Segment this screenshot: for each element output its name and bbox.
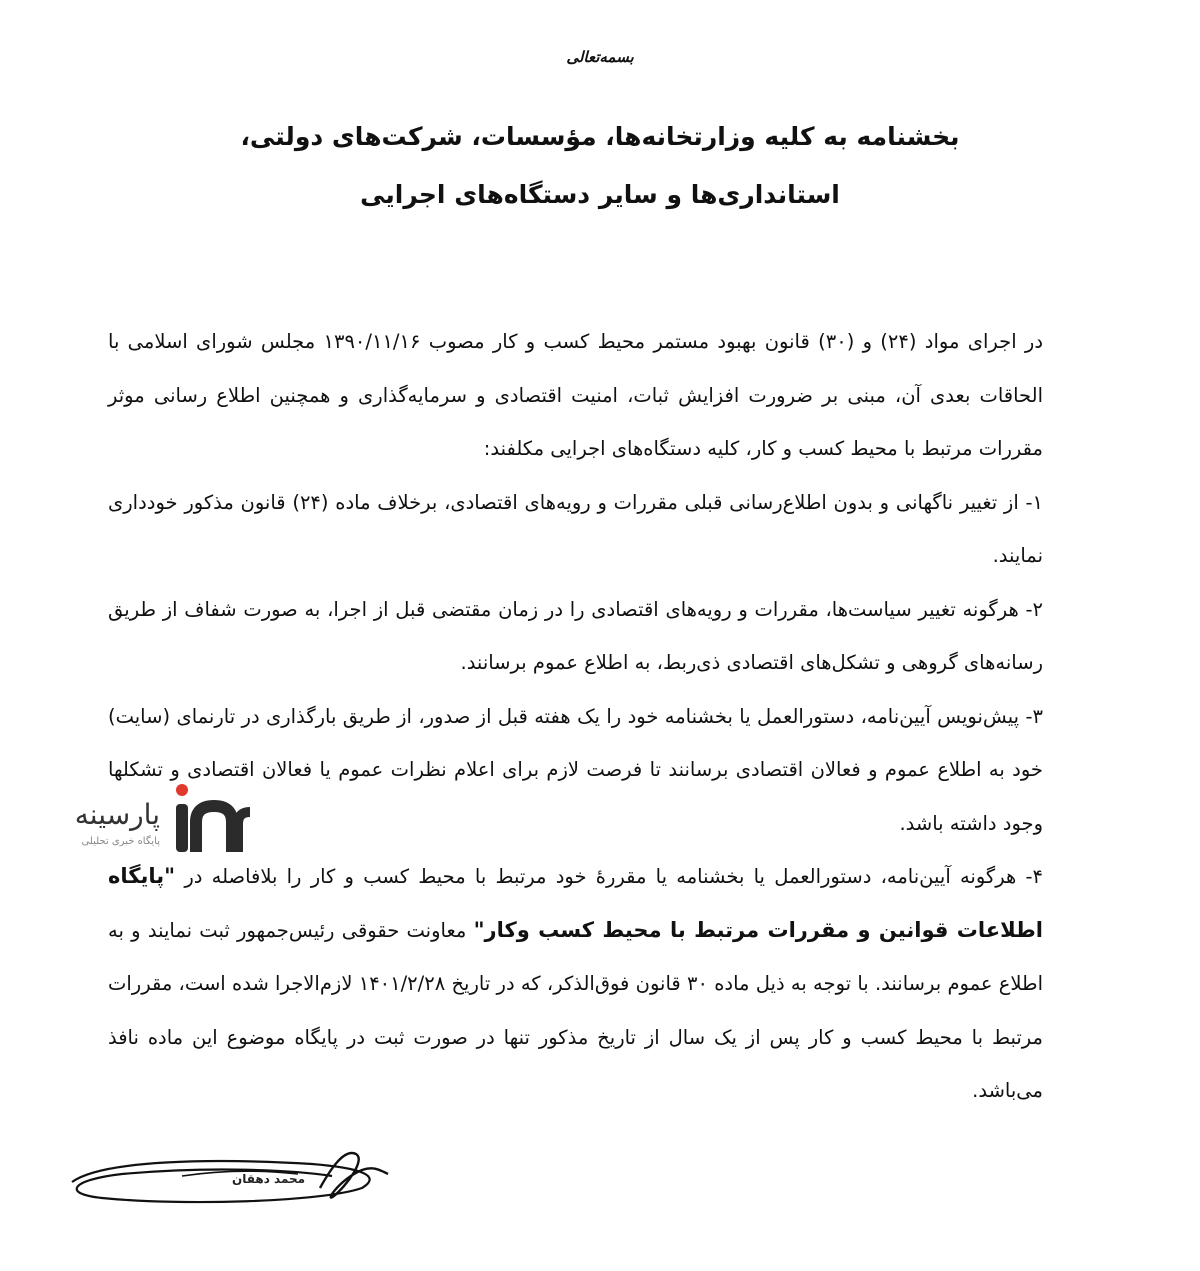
item-4-end: معاونت حقوقی رئیس‌جمهور ثبت نمایند و به اطلاع عموم برسانند. با توجه به ذیل ماده ۳۰ قانون فوق‌الذکر، که در تاریخ ۱۴۰۱/۲/۲۸ لازم‌الاجرا شده است، مقررات مرتبط با محیط کسب و کار پس از یک سال از تاریخ مذکور تنها در صورت ثبت در پایگاه موضوع این ماده نافذ می‌باشد.: [108, 918, 1043, 1102]
invocation-heading: بسمه‌تعالی: [566, 48, 634, 66]
watermark-tagline: پایگاه خبری تحلیلی: [81, 836, 160, 847]
watermark-logo: [12, 790, 257, 860]
item-2-paragraph: ۲- هرگونه تغییر سیاست‌ها، مقررات و رویه‌های اقتصادی را در زمان مقتضی قبل از اجرا، به صورت شفاف از طریق رسانه‌های گروهی و تشکل‌های اقتصادی ذی‌ربط، به اطلاع عموم برسانند.: [108, 597, 1043, 674]
parsineh-logo-icon: [162, 782, 258, 864]
item-1-paragraph: ۱- از تغییر ناگهانی و بدون اطلاع‌رسانی قبلی مقررات و رویه‌های اقتصادی، برخلاف ماده (۲۴) قانون مذکور خودداری نمایند.: [108, 490, 1043, 567]
intro-paragraph: در اجرای مواد (۲۴) و (۳۰) قانون بهبود مستمر محیط کسب و کار مصوب ۱۳۹۰/۱۱/۱۶ مجلس شورای اسلامی با الحاقات بعدی آن، مبنی بر ضرورت افزایش ثبات، امنیت اقتصادی و سرمایه‌گذاری و همچنین اطلاع رسانی موثر مقررات مرتبط با محیط کسب و کار، کلیه دستگاه‌های اجرایی مکلفند:: [108, 330, 1044, 460]
item-4-start: ۴- هرگونه آیین‌نامه، دستورالعمل یا بخشنامه یا مقررهٔ خود مرتبط با محیط کسب و کار را بلافاصله در: [184, 865, 1043, 888]
watermark-brand: پارسینه: [74, 798, 160, 831]
document-body: [108, 315, 1043, 1118]
signature-icon: [62, 1140, 392, 1210]
document-title-line-1: بخشنامه به کلیه وزارتخانه‌ها، مؤسسات، شرکت‌های دولتی،: [240, 122, 960, 151]
item-4-paragraph: [108, 850, 1043, 1118]
signer-name: محمد دهقان: [232, 1172, 306, 1186]
document-title-line-2: استانداری‌ها و سایر دستگاه‌های اجرایی: [360, 180, 840, 209]
item-4-database-name: "پایگاه اطلاعات قوانین و مقررات مرتبط با محیط کسب وکار": [108, 864, 1043, 942]
item-3-paragraph: ۳- پیش‌نویس آیین‌نامه، دستورالعمل یا بخشنامه خود را یک هفته قبل از صدور، از طریق بارگذاری در تارنمای (سایت) خود به اطلاع عموم و فعالان اقتصادی برسانند تا فرصت لازم برای اعلام نظرات عموم یا فعالان اقتصادی و تشکلها وجود داشته باشد.: [108, 704, 1043, 835]
